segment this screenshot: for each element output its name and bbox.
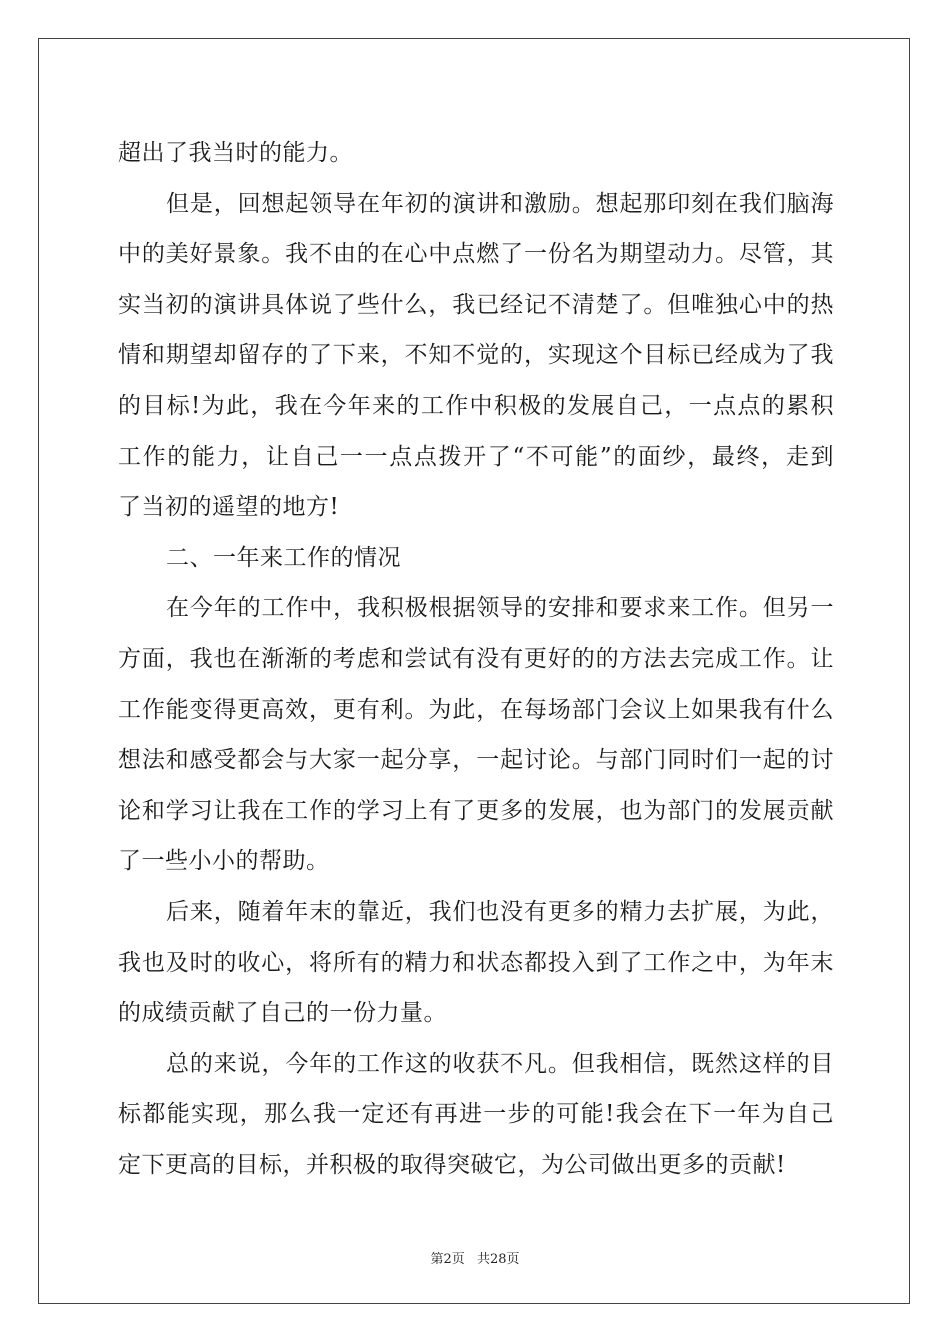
text-line: 标都能实现，那么我一定还有再进一步的可能!我会在下一年为自己 [118,1101,834,1128]
text-line: 在今年的工作中，我积极根据领导的安排和要求来工作。但另一 [166,595,834,622]
text-line: 中的美好景象。我不由的在心中点燃了一份名为期望动力。尽管，其 [118,241,834,268]
text-line: 定下更高的目标，并积极的取得突破它，为公司做出更多的贡献! [118,1151,786,1178]
text-line: 工作能变得更高效，更有利。为此，在每场部门会议上如果我有什么 [118,696,834,723]
page-number-total: 共28页 [476,1252,520,1267]
text-line: 方面，我也在渐渐的考虑和尝试有没有更好的的方法去完成工作。让 [118,645,834,672]
text-line: 但是，回想起领导在年初的演讲和激励。想起那印刻在我们脑海 [166,190,834,217]
page-number-current: 第2页 [430,1252,465,1267]
document-body [118,128,834,1190]
text-line: 想法和感受都会与大家一起分享，一起讨论。与部门同时们一起的讨 [118,747,834,774]
text-line: 的成绩贡献了自己的一份力量。 [118,1000,447,1027]
text-line: 了当初的遥望的地方! [118,494,340,521]
text-line: 超出了我当时的能力。 [118,140,353,166]
text-line: 后来，随着年末的靠近，我们也没有更多的精力去扩展，为此， [166,898,834,925]
text-line: 实当初的演讲具体说了些什么，我已经记不清楚了。但唯独心中的热 [118,291,834,318]
text-line: 总的来说，今年的工作这的收获不凡。但我相信，既然这样的目 [166,1050,834,1077]
text-line: 论和学习让我在工作的学习上有了更多的发展，也为部门的发展贡献 [118,797,834,824]
text-line: 二、一年来工作的情况 [166,544,401,571]
text-line: 工作的能力，让自己一一点点拨开了“不可能”的面纱，最终，走到 [118,443,834,470]
text-line: 情和期望却留存的了下来，不知不觉的，实现这个目标已经成为了我 [118,342,834,369]
text-line: 的目标!为此，我在今年来的工作中积极的发展自己，一点点的累积 [118,392,834,419]
text-line: 我也及时的收心，将所有的精力和状态都投入到了工作之中，为年末 [118,949,834,976]
page-footer [0,1248,950,1267]
text-line: 了一些小小的帮助。 [118,848,330,875]
